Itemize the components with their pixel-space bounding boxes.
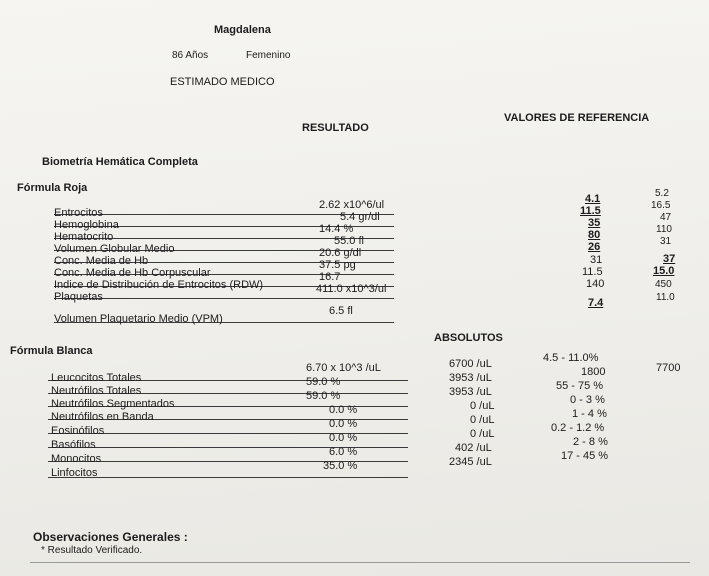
roja-ref-low-hemoglobina: 11.5 (580, 205, 601, 217)
roja-label-cmhb: Conc. Media de Hb (54, 255, 149, 267)
roja-value-hemoglobina: 5.4 gr/dl (340, 211, 380, 223)
roja-value-vpm: 6.5 fl (329, 305, 353, 317)
blanca-value-leucocitos: 6.70 x 10^3 /uL (306, 362, 381, 374)
roja-label-entrocitos: Entrocitos (54, 207, 103, 219)
blanca-ref-basofilos: 0.2 - 1.2 % (551, 422, 605, 434)
blanca-abs-neutrofilos-segmentados: 3953 /uL (449, 386, 492, 398)
roja-label-vpm: Volumen Plaquetario Medio (VPM) (54, 313, 223, 325)
roja-ref-low-plaquetas: 140 (586, 278, 605, 290)
blanca-extra-leucocitos: 7700 (656, 362, 681, 374)
blanca-ref-neutrofilos-totales: 1800 (581, 366, 606, 378)
roja-label-hemoglobina: Hemoglobina (54, 219, 119, 231)
observaciones-title: Observaciones Generales : (33, 530, 188, 544)
roja-ref-high-vpm: 11.0 (656, 292, 675, 303)
roja-ref-low-cmhb: 26 (588, 241, 601, 253)
blanca-ref-neutrofilos-banda: 0 - 3 % (570, 394, 605, 406)
roja-value-plaquetas: 411.0 x10^3/ul (316, 283, 387, 295)
roja-label-plaquetas: Plaquetas (54, 291, 103, 303)
footer-divider (30, 562, 690, 563)
roja-value-rdw: 16.7 (319, 271, 341, 283)
blanca-abs-neutrofilos-banda: 0 /uL (470, 400, 495, 412)
roja-ref-high-hemoglobina: 16.5 (651, 200, 671, 211)
roja-ref-low-vpm: 7.4 (588, 297, 604, 309)
blanca-value-neutrofilos-banda: 0.0 % (329, 404, 358, 416)
roja-label-vgm: Volumen Globular Medio (54, 243, 175, 255)
roja-label-cmhbc: Conc. Media de Hb Corpuscular (54, 267, 211, 279)
roja-ref-high-cmhbc: 37 (663, 253, 676, 265)
blanca-ref-linfocitos: 17 - 45 % (561, 450, 609, 462)
blanca-abs-neutrofilos-totales: 3953 /uL (449, 372, 492, 384)
roja-ref-high-rdw: 15.0 (653, 265, 675, 277)
doctor-label: ESTIMADO MEDICO (170, 76, 275, 88)
study-title: Biometría Hemática Completa (42, 156, 198, 168)
roja-value-vgm: 55.0 fl (334, 235, 364, 247)
blanca-ref-eosinofilos: 1 - 4 % (572, 408, 607, 420)
blanca-abs-monocitos: 402 /uL (455, 442, 492, 454)
roja-ref-high-hematocrito: 47 (660, 212, 672, 223)
blanca-label-monocitos: Monocitos (51, 453, 102, 465)
formula-roja-title: Fórmula Roja (17, 182, 88, 194)
blanca-label-leucocitos: Leucocitos Totales (51, 372, 142, 384)
blanca-abs-linfocitos: 2345 /uL (449, 456, 492, 468)
roja-ref-low-cmhbc: 31 (590, 254, 603, 266)
patient-name: Magdalena (214, 24, 271, 36)
blanca-value-neutrofilos-totales: 59.0 % (306, 376, 341, 388)
blanca-value-monocitos: 6.0 % (329, 446, 358, 458)
blanca-value-eosinofilos: 0.0 % (329, 418, 358, 430)
blanca-abs-leucocitos: 6700 /uL (449, 358, 492, 370)
blanca-value-linfocitos: 35.0 % (323, 460, 358, 472)
roja-value-hematocrito: 14.4 % (319, 223, 354, 235)
row-divider (54, 298, 394, 299)
observaciones-note: * Resultado Verificado. (41, 545, 143, 556)
result-header: RESULTADO (302, 122, 369, 134)
reference-header: VALORES DE REFERENCIA (504, 112, 650, 124)
blanca-ref-neutrofilos-segmentados: 55 - 75 % (556, 380, 604, 392)
roja-value-cmhb: 20.6 g/dl (319, 247, 362, 259)
patient-age: 86 Años (172, 50, 209, 61)
blanca-label-neutrofilos-banda: Neutrófilos en Banda (51, 411, 154, 423)
blanca-ref-monocitos: 2 - 8 % (573, 436, 608, 448)
roja-ref-low-hematocrito: 35 (588, 217, 601, 229)
absolutos-header: ABSOLUTOS (434, 332, 503, 344)
roja-value-entrocitos: 2.62 x10^6/ul (319, 199, 385, 211)
roja-ref-high-entrocitos: 5.2 (655, 188, 669, 199)
blanca-label-eosinofilos: Eosinófilos (51, 425, 105, 437)
formula-blanca-title: Fórmula Blanca (10, 345, 93, 357)
blanca-label-neutrofilos-totales: Neutrófilos Totales (51, 385, 142, 397)
roja-ref-low-vgm: 80 (588, 229, 601, 241)
blanca-abs-eosinofilos: 0 /uL (470, 414, 495, 426)
roja-ref-low-entrocitos: 4.1 (585, 193, 601, 205)
blanca-value-basofilos: 0.0 % (329, 432, 358, 444)
roja-ref-high-cmhb: 31 (660, 236, 672, 247)
blanca-abs-basofilos: 0 /uL (470, 428, 495, 440)
blanca-ref-leucocitos: 4.5 - 11.0% (543, 352, 599, 364)
blanca-label-neutrofilos-segmentados: Neutrófilos Segmentados (51, 398, 175, 410)
blanca-value-neutrofilos-segmentados: 59.0 % (306, 390, 341, 402)
roja-label-rdw: Indice de Distribución de Entrocitos (RDW) (54, 279, 264, 291)
blanca-label-basofilos: Basófilos (51, 439, 96, 451)
patient-sex: Femenino (246, 50, 291, 61)
row-divider (48, 477, 408, 478)
roja-value-cmhbc: 37.5 pg (319, 259, 356, 271)
roja-ref-high-vgm: 110 (656, 224, 672, 235)
roja-label-hematocrito: Hematocrito (54, 231, 114, 243)
roja-ref-low-rdw: 11.5 (582, 266, 603, 278)
roja-ref-high-plaquetas: 450 (655, 279, 672, 290)
blanca-label-linfocitos: Linfocitos (51, 467, 98, 479)
